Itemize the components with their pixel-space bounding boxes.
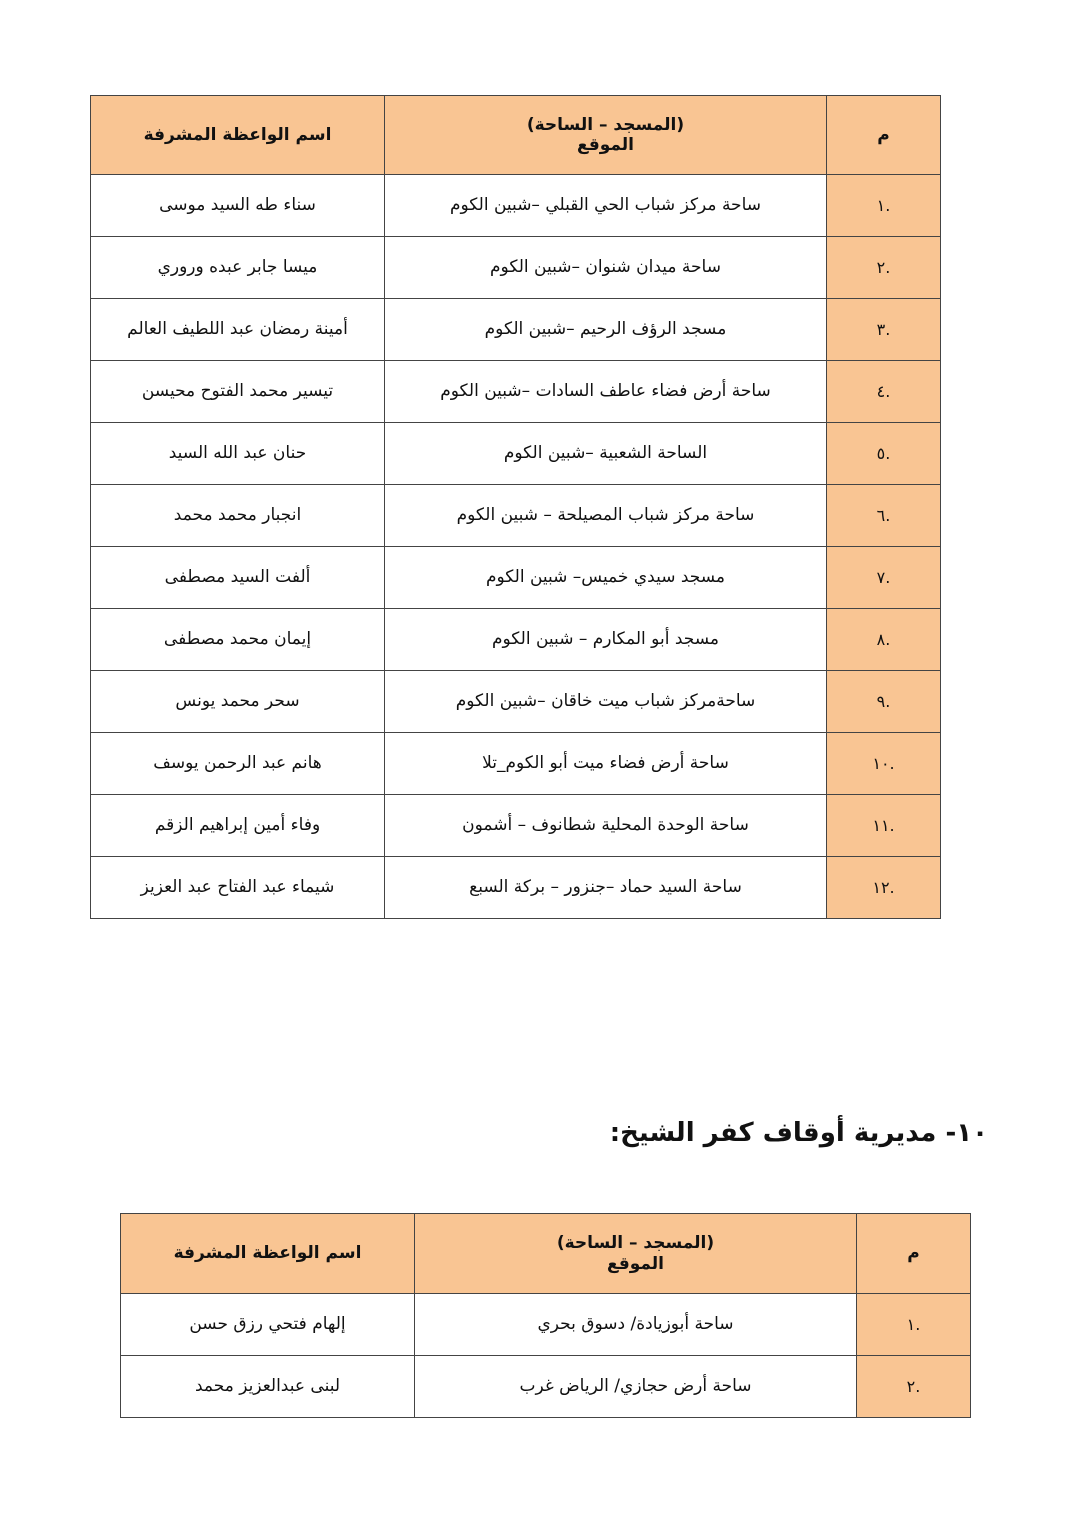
table-row (91, 609, 941, 671)
table-row (91, 857, 941, 919)
row-location: الساحة الشعبية –شبين الكوم (385, 423, 827, 485)
row-number: .١ (857, 1294, 971, 1356)
table-row (91, 237, 941, 299)
row-preacher: حنان عبد الله السيد (91, 423, 385, 485)
row-location: ساحة أرض فضاء عاطف السادات –شبين الكوم (385, 361, 827, 423)
table-first (90, 95, 941, 919)
table-row (121, 1294, 971, 1356)
table-body (121, 1294, 971, 1418)
header-number: م (827, 96, 941, 175)
table-row (91, 361, 941, 423)
row-number: .٥ (827, 423, 941, 485)
row-number: .٩ (827, 671, 941, 733)
row-location: ساحة ميدان شنوان –شبين الكوم (385, 237, 827, 299)
row-location: ساحة مركز شباب الحي القبلي –شبين الكوم (385, 175, 827, 237)
row-preacher: وفاء أمين إبراهيم الزقم (91, 795, 385, 857)
row-preacher: شيماء عبد الفتاح عبد العزيز (91, 857, 385, 919)
row-location: مسجد أبو المكارم – شبين الكوم (385, 609, 827, 671)
row-location: مسجد سيدي خميس– شبين الكوم (385, 547, 827, 609)
row-preacher: إيمان محمد مصطفى (91, 609, 385, 671)
header-location-line2: الموقع (606, 1253, 664, 1274)
row-preacher: ألفت السيد مصطفى (91, 547, 385, 609)
row-number: .٢ (827, 237, 941, 299)
table-row (121, 1356, 971, 1418)
row-number: .١ (827, 175, 941, 237)
table-header-row (121, 1214, 971, 1294)
table-body (91, 175, 941, 919)
section-title: ١٠- مديرية أوقاف كفر الشيخ: (609, 1118, 988, 1148)
table-header-row (91, 96, 941, 175)
table-row (91, 485, 941, 547)
row-number: .٣ (827, 299, 941, 361)
table-row (91, 423, 941, 485)
row-number: .٢ (857, 1356, 971, 1418)
row-location: مسجد الرؤف الرحيم –شبين الكوم (385, 299, 827, 361)
header-location-line1: (المسجد – الساحة) (526, 114, 685, 135)
row-preacher: انجبار محمد محمد (91, 485, 385, 547)
row-preacher: سناء طه السيد موسى (91, 175, 385, 237)
header-location (415, 1214, 857, 1294)
row-preacher: لبنى عبدالعزيز محمد (121, 1356, 415, 1418)
row-number: .٦ (827, 485, 941, 547)
row-number: .١٢ (827, 857, 941, 919)
header-preacher: اسم الواعظة المشرفة (91, 96, 385, 175)
row-location: ساحة الوحدة المحلية شطانوف – أشمون (385, 795, 827, 857)
row-location: ساحة مركز شباب المصيلحة – شبين الكوم (385, 485, 827, 547)
row-number: .٨ (827, 609, 941, 671)
row-number: .١٠ (827, 733, 941, 795)
row-number: .٤ (827, 361, 941, 423)
table-row (91, 733, 941, 795)
row-number: .٧ (827, 547, 941, 609)
table-row (91, 795, 941, 857)
table-row (91, 175, 941, 237)
table-second (120, 1213, 971, 1418)
row-preacher: هانم عبد الرحمن يوسف (91, 733, 385, 795)
row-preacher: أمينة رمضان عبد اللطيف العالم (91, 299, 385, 361)
row-preacher: تيسير محمد الفتوح محيسن (91, 361, 385, 423)
row-preacher: سحر محمد يونس (91, 671, 385, 733)
header-location-line1: (المسجد – الساحة) (556, 1233, 715, 1254)
table-row (91, 299, 941, 361)
row-preacher: إلهام فتحي رزق حسن (121, 1294, 415, 1356)
header-preacher: اسم الواعظة المشرفة (121, 1214, 415, 1294)
row-number: .١١ (827, 795, 941, 857)
row-location: ساحة أرض فضاء ميت أبو الكوم_تلا (385, 733, 827, 795)
table-row (91, 671, 941, 733)
table-row (91, 547, 941, 609)
header-location-line2: الموقع (576, 135, 634, 155)
row-preacher: ميسا جابر عبده وروري (91, 237, 385, 299)
row-location: ساحة أرض حجازي/ الرياض غرب (415, 1356, 857, 1418)
row-location: ساحة السيد حماد –جنزور – بركة السبع (385, 857, 827, 919)
row-location: ساحة أبوزيادة/ دسوق بحري (415, 1294, 857, 1356)
header-location (385, 96, 827, 175)
row-location: ساحةمركز شباب ميت خاقان –شبين الكوم (385, 671, 827, 733)
header-number: م (857, 1214, 971, 1294)
